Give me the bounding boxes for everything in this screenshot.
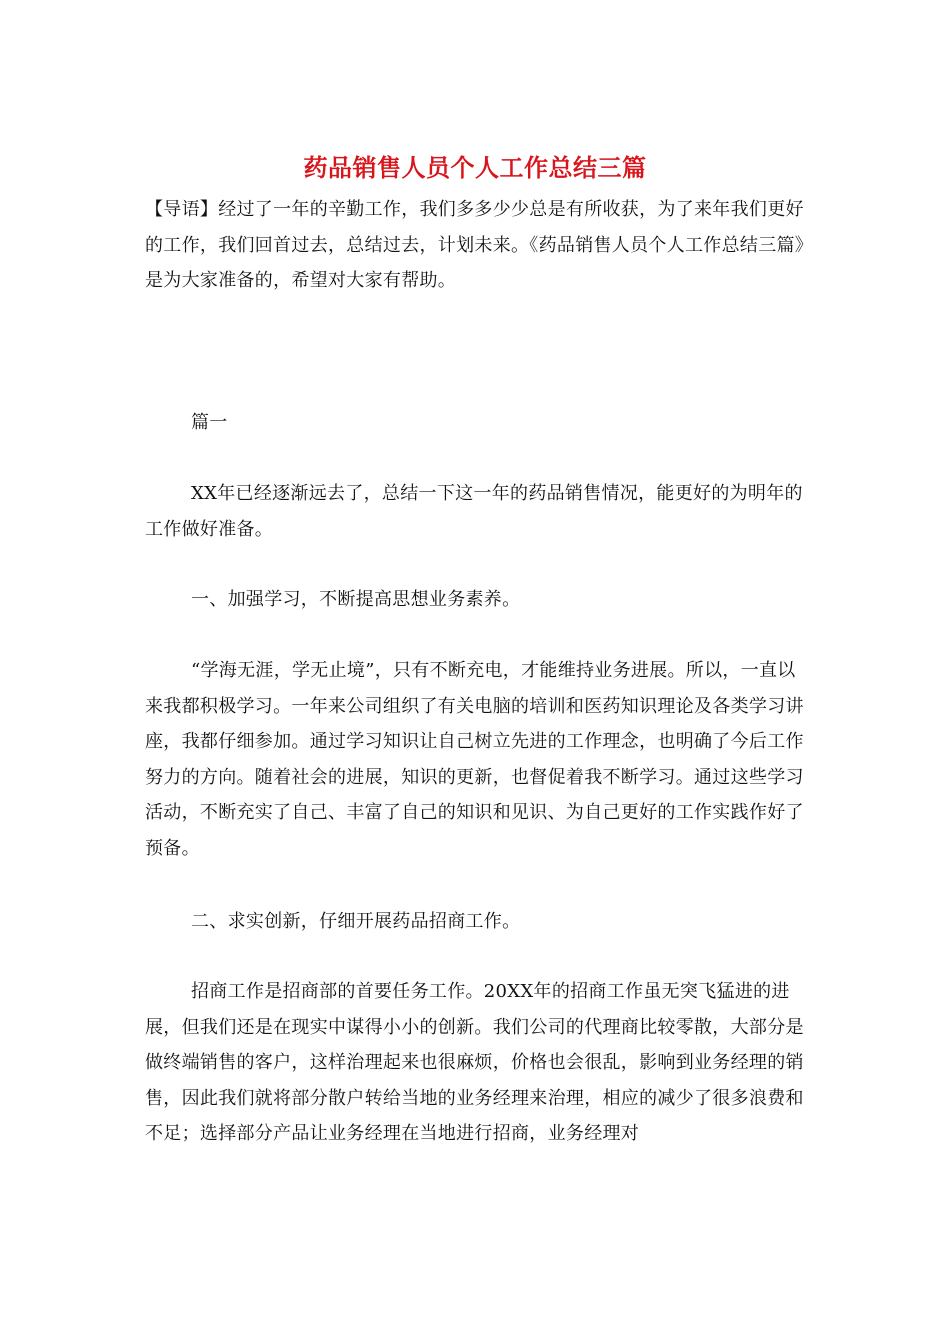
- subheading-innovation: 二、求实创新，仔细开展药品招商工作。: [191, 911, 521, 932]
- body-paragraph: 招商工作是招商部的首要任务工作。20XX年的招商工作虽无突飞猛进的进展，但我们还是在现实中谋得小小的创新。我们公司的代理商比较零散，大部分是做终端销售的客户，这样治理起来也很麻烦，价格也会很乱，影响到业务经理的销售，因此我们就将部分散户转给当地的业务经理来治理，相应的减少了很多浪费和不足；选择部分产品让业务经理在当地进行招商，业务经理对: [145, 981, 804, 1144]
- intro-paragraph: 【导语】经过了一年的辛勤工作，我们多多少少总是有所收获，为了来年我们更好的工作，我们回首过去，总结过去，计划未来。《药品销售人员个人工作总结三篇》是为大家准备的，希望对大家有帮助。: [145, 199, 805, 291]
- body-paragraph: “学海无涯，学无止境”，只有不断充电，才能维持业务进展。所以，一直以来我都积极学习。一年来公司组织了有关电脑的培训和医药知识理论及各类学习讲座，我都仔细参加。通过学习知识让自己树立先进的工作理念，也明确了今后工作努力的方向。随着社会的进展，知识的更新，也督促着我不断学习。通过这些学习活动，不断充实了自己、丰富了自己的知识和见识、为自己更好的工作实践作好了预备。: [145, 660, 804, 859]
- section-heading-part-one: 篇一: [191, 412, 228, 433]
- subheading-study: 一、加强学习，不断提高思想业务素养。: [191, 589, 521, 610]
- body-paragraph: XX年已经逐渐远去了，总结一下这一年的药品销售情况，能更好的为明年的工作做好准备。: [145, 483, 803, 540]
- document-title: 药品销售人员个人工作总结三篇: [303, 153, 647, 182]
